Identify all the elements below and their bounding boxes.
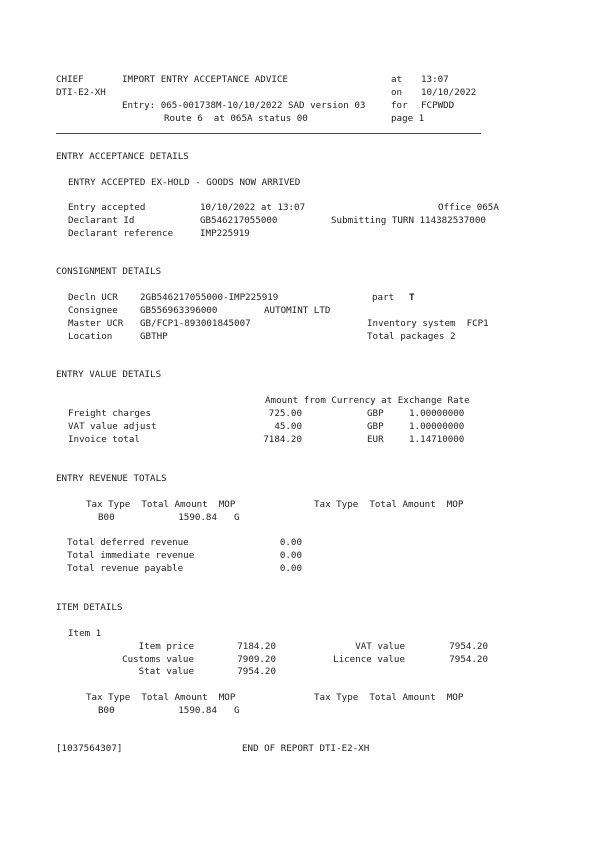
invoice-total-rate: 1.14710000 bbox=[409, 434, 465, 445]
section-heading-entry-revenue: ENTRY REVENUE TOTALS bbox=[56, 473, 167, 484]
revenue-mop: G bbox=[234, 512, 240, 523]
section-heading-items: ITEM DETAILS bbox=[56, 602, 123, 613]
item-price-value: 7184.20 bbox=[237, 641, 276, 652]
master-ucr-value: GB/FCP1-893001845007 bbox=[140, 318, 251, 329]
end-of-report: END OF REPORT DTI-E2-XH bbox=[242, 743, 370, 754]
stat-value-label: Stat value bbox=[138, 666, 194, 677]
part-label: part bbox=[372, 292, 395, 303]
part-value: T bbox=[409, 292, 415, 303]
report-date: 10/10/2022 bbox=[421, 87, 477, 98]
invoice-total-currency: EUR bbox=[367, 434, 384, 445]
item-tax-column-header: Tax Type Total Amount MOP bbox=[86, 692, 236, 703]
for-value: FCPWDD bbox=[421, 100, 455, 111]
freight-charges-amount: 725.00 bbox=[268, 408, 302, 419]
revenue-column-header-2: Tax Type Total Amount MOP bbox=[314, 499, 464, 510]
vat-adjust-currency: GBP bbox=[367, 421, 384, 432]
declarant-reference-label: Declarant reference bbox=[68, 228, 174, 239]
submitting-turn: Submitting TURN 114382537000 bbox=[331, 215, 486, 226]
total-immediate-value: 0.00 bbox=[279, 550, 302, 561]
decln-ucr-label: Decln UCR bbox=[68, 292, 118, 303]
total-deferred-label: Total deferred revenue bbox=[67, 537, 189, 548]
consignee-value: GB556963396000 bbox=[140, 305, 218, 316]
vat-value-label: VAT value bbox=[355, 641, 405, 652]
master-ucr-label: Master UCR bbox=[68, 318, 124, 329]
location-label: Location bbox=[68, 331, 113, 342]
licence-value-value: 7954.20 bbox=[449, 654, 488, 665]
freight-charges-currency: GBP bbox=[367, 408, 384, 419]
revenue-tax-type: B00 bbox=[98, 512, 115, 523]
report-title: IMPORT ENTRY ACCEPTANCE ADVICE bbox=[122, 74, 288, 85]
chief-label: CHIEF bbox=[56, 74, 84, 85]
location-value: GBTHP bbox=[140, 331, 168, 342]
total-payable-value: 0.00 bbox=[279, 563, 302, 574]
footer-reference: [1037564307] bbox=[56, 743, 123, 754]
for-label: for bbox=[391, 100, 408, 111]
item-price-label: Item price bbox=[138, 641, 194, 652]
revenue-total-amount: 1590.84 bbox=[178, 512, 217, 523]
declarant-id-value: GB546217055000 bbox=[200, 215, 278, 226]
vat-adjust-amount: 45.00 bbox=[274, 421, 302, 432]
consignee-label: Consignee bbox=[68, 305, 118, 316]
decln-ucr-value: 2GB546217055000-IMP225919 bbox=[140, 292, 279, 303]
item-tax-column-header-2: Tax Type Total Amount MOP bbox=[314, 692, 464, 703]
entry-value-column-header: Amount from Currency at Exchange Rate bbox=[265, 395, 470, 406]
entry-accepted-value: 10/10/2022 at 13:07 bbox=[200, 202, 306, 213]
page-number: page 1 bbox=[391, 113, 425, 124]
declarant-id-label: Declarant Id bbox=[68, 215, 135, 226]
item-total-amount: 1590.84 bbox=[178, 705, 217, 716]
invoice-total-label: Invoice total bbox=[68, 434, 140, 445]
item-mop: G bbox=[234, 705, 240, 716]
item-label: Item 1 bbox=[68, 628, 102, 639]
header-divider bbox=[56, 133, 481, 134]
at-label: at bbox=[391, 74, 403, 85]
total-packages: Total packages 2 bbox=[367, 331, 456, 342]
report-time: 13:07 bbox=[421, 74, 449, 85]
acceptance-status: ENTRY ACCEPTED EX-HOLD - GOODS NOW ARRIVED bbox=[68, 177, 301, 188]
total-immediate-label: Total immediate revenue bbox=[67, 550, 195, 561]
total-deferred-value: 0.00 bbox=[279, 537, 302, 548]
freight-charges-label: Freight charges bbox=[68, 408, 151, 419]
invoice-total-amount: 7184.20 bbox=[263, 434, 302, 445]
route-line: Route 6 at 065A status 00 bbox=[164, 113, 308, 124]
section-heading-entry-value: ENTRY VALUE DETAILS bbox=[56, 369, 162, 380]
section-heading-entry-acceptance: ENTRY ACCEPTANCE DETAILS bbox=[56, 151, 189, 162]
revenue-column-header: Tax Type Total Amount MOP bbox=[86, 499, 236, 510]
item-tax-type: B00 bbox=[98, 705, 115, 716]
stat-value-value: 7954.20 bbox=[237, 666, 276, 677]
freight-charges-rate: 1.00000000 bbox=[409, 408, 465, 419]
vat-adjust-label: VAT value adjust bbox=[68, 421, 157, 432]
customs-value-label: Customs value bbox=[122, 654, 194, 665]
on-label: on bbox=[391, 87, 403, 98]
customs-value-value: 7909.20 bbox=[237, 654, 276, 665]
vat-value-value: 7954.20 bbox=[449, 641, 488, 652]
consignee-name: AUTOMINT LTD bbox=[264, 305, 331, 316]
entry-accepted-label: Entry accepted bbox=[68, 202, 146, 213]
entry-line: Entry: 065-001738M-10/10/2022 SAD version 03 bbox=[122, 100, 366, 111]
section-heading-consignment: CONSIGNMENT DETAILS bbox=[56, 266, 162, 277]
inventory-system: Inventory system FCP1 bbox=[367, 318, 489, 329]
licence-value-label: Licence value bbox=[333, 654, 405, 665]
declarant-reference-value: IMP225919 bbox=[200, 228, 250, 239]
office-code: Office 065A bbox=[438, 202, 499, 213]
vat-adjust-rate: 1.00000000 bbox=[409, 421, 465, 432]
report-code: DTI-E2-XH bbox=[56, 87, 106, 98]
total-payable-label: Total revenue payable bbox=[67, 563, 184, 574]
